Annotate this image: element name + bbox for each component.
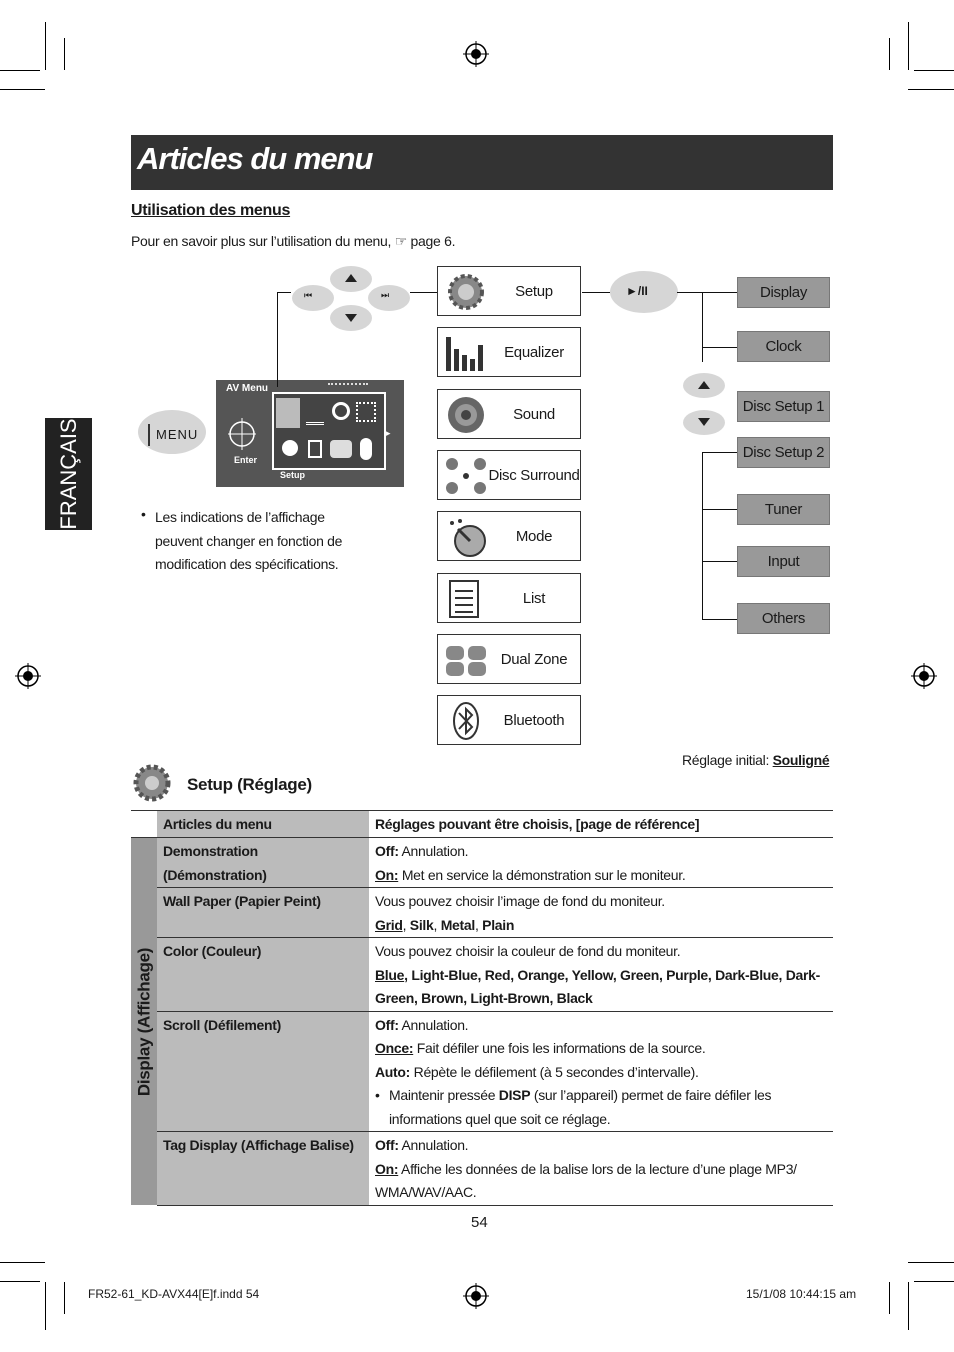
setup-label: Setup xyxy=(280,470,306,480)
option-text: Annulation. xyxy=(401,1137,469,1153)
row-value: Vous pouvez choisir l’image de fond du moniteur. Grid, Silk, Metal, Plain xyxy=(369,888,833,938)
icon-grid xyxy=(272,392,386,470)
table-corner xyxy=(131,811,157,838)
crop-mark xyxy=(914,1281,954,1282)
option-text: Vous pouvez choisir la couleur de fond du moniteur. xyxy=(375,943,681,959)
connector-line xyxy=(677,292,702,293)
triangle-down-icon xyxy=(344,313,358,323)
option-text: Met en service la démonstration sur le moniteur. xyxy=(401,866,686,883)
option-list: , Light-Blue, Red, Orange, Yellow, Green, Purple, Dark-Blue, Dark-Green, Brown, Light-Brown, Black xyxy=(375,966,820,1006)
connector-line xyxy=(702,347,737,348)
menu-item-label: Disc Surround xyxy=(488,466,580,484)
surround-speakers-icon xyxy=(444,456,488,496)
option-key: Auto: xyxy=(375,1063,411,1080)
connector-line xyxy=(702,561,737,562)
connector-line xyxy=(582,292,610,293)
option-key: Silk xyxy=(409,916,434,933)
setup-item-disc-setup-1[interactable]: Disc Setup 1 xyxy=(737,391,830,422)
surround-speakers-icon xyxy=(356,402,376,422)
table-row xyxy=(131,1132,833,1206)
next-icon: ⏭ xyxy=(381,290,390,300)
registration-mark-icon xyxy=(15,663,41,689)
dual-zone-icon xyxy=(444,640,488,680)
option-key: Metal xyxy=(440,916,475,933)
crop-mark xyxy=(889,38,890,70)
row-value xyxy=(369,938,833,1012)
menu-item-equalizer[interactable] xyxy=(437,327,581,377)
row-value xyxy=(369,838,833,888)
option-text: Vous pouvez choisir l’image de fond du moniteur. xyxy=(375,893,665,909)
connector-line xyxy=(702,292,703,362)
crop-mark xyxy=(64,1282,65,1314)
setup-item-others[interactable]: Others xyxy=(737,603,830,634)
triangle-up-icon xyxy=(697,380,711,390)
mode-knob-icon xyxy=(282,440,298,456)
menu-item-label: Sound xyxy=(513,405,555,423)
crop-mark xyxy=(0,89,45,90)
arrow-right-icon: ▸ xyxy=(386,428,391,438)
menu-item-label: Setup xyxy=(515,282,553,300)
option-key: Grid xyxy=(375,916,403,933)
option-key: Off: xyxy=(375,1137,399,1153)
menu-item-dual-zone[interactable] xyxy=(437,634,581,684)
connector-line xyxy=(702,452,737,453)
menu-item-disc-surround[interactable] xyxy=(437,450,581,500)
registration-mark-icon xyxy=(463,1283,489,1309)
speaker-icon xyxy=(332,402,350,420)
setup-item-tuner[interactable]: Tuner xyxy=(737,494,830,525)
section-title: Utilisation des menus xyxy=(131,202,291,219)
setup-item-clock[interactable]: Clock xyxy=(737,331,830,362)
intro-text: Pour en savoir plus sur l’utilisation du menu, ☞ page 6. xyxy=(131,233,456,249)
connector-line xyxy=(702,619,737,620)
menu-button-label: MENU xyxy=(148,424,200,446)
crop-mark xyxy=(64,38,65,70)
menu-item-setup[interactable] xyxy=(437,266,581,316)
option-key: On: xyxy=(375,866,399,883)
table-row xyxy=(131,888,833,938)
table-row xyxy=(131,838,833,888)
footer-file: FR52-61_KD-AVX44[E]f.indd 54 xyxy=(88,1287,260,1301)
initial-setting xyxy=(682,752,829,768)
connector-line xyxy=(702,292,737,293)
header-settings: Réglages pouvant être choisis, [page de référence] xyxy=(369,811,833,838)
crop-mark xyxy=(889,1282,890,1314)
play-pause-label: ►/II xyxy=(626,284,648,298)
connector-line xyxy=(702,509,737,510)
header-item: Articles du menu xyxy=(157,811,369,838)
registration-mark-icon xyxy=(911,663,937,689)
setup-heading: Setup (Réglage) xyxy=(187,775,312,794)
gear-icon xyxy=(131,762,173,804)
bluetooth-icon xyxy=(360,438,372,460)
crop-mark xyxy=(908,1282,909,1330)
connector-line xyxy=(702,452,703,620)
equalizer-icon xyxy=(306,404,324,425)
table-row xyxy=(131,1011,833,1132)
menu-item-label: Dual Zone xyxy=(500,650,568,668)
row-label: Scroll (Défilement) xyxy=(157,1011,369,1132)
note-text: Les indications de l’affichage peuvent changer en fonction de modification des spécifications. xyxy=(155,509,343,572)
crop-mark xyxy=(908,22,909,70)
title-bar xyxy=(131,135,833,190)
setup-item-disc-setup-2[interactable]: Disc Setup 2 xyxy=(737,437,830,468)
connector-line xyxy=(410,292,437,293)
option-key: Blue xyxy=(375,966,405,983)
option-text: Maintenir pressée xyxy=(389,1087,496,1103)
screen-indicator xyxy=(328,383,368,388)
menu-item-bluetooth[interactable] xyxy=(437,695,581,745)
page-title: Articles du menu xyxy=(137,141,373,176)
option-key: Plain xyxy=(482,916,515,933)
menu-item-label: Bluetooth xyxy=(503,711,565,729)
row-label: Wall Paper (Papier Peint) xyxy=(157,888,369,938)
option-key: On: xyxy=(375,1160,399,1177)
gear-icon xyxy=(276,398,300,428)
footer-date: 15/1/08 10:44:15 am xyxy=(746,1287,857,1301)
crop-mark xyxy=(0,1262,45,1263)
settings-table xyxy=(131,810,833,1206)
crop-mark xyxy=(45,22,46,70)
crop-mark xyxy=(45,1282,46,1330)
option-text: Affiche les données de la balise lors de la lecture d’une plage MP3/ WMA/WAV/AAC. xyxy=(375,1160,797,1200)
menu-item-label: Equalizer xyxy=(504,343,564,361)
equalizer-icon xyxy=(444,333,488,373)
option-text: Annulation. xyxy=(401,1016,469,1033)
row-value xyxy=(369,1011,833,1132)
initial-setting-label: Réglage initial: xyxy=(682,752,770,768)
setup-item-input[interactable]: Input xyxy=(737,546,830,577)
table-header-row xyxy=(131,811,833,838)
crop-mark xyxy=(914,70,954,71)
key-name: DISP xyxy=(498,1087,531,1103)
connector-line xyxy=(277,292,291,293)
option-text: Fait défiler une fois les informations de la source. xyxy=(416,1040,706,1056)
option-key: Once: xyxy=(375,1040,414,1056)
triangle-down-icon xyxy=(697,417,711,427)
triangle-up-icon xyxy=(344,273,358,283)
menu-item-sound[interactable] xyxy=(437,389,581,439)
menu-item-label: List xyxy=(522,589,546,607)
connector-line xyxy=(277,292,278,387)
option-key: Off: xyxy=(375,1016,399,1033)
enter-label: Enter xyxy=(234,455,258,465)
enter-joystick-icon xyxy=(228,418,258,452)
registration-mark-icon xyxy=(463,41,489,67)
bluetooth-icon xyxy=(444,701,488,741)
previous-button[interactable] xyxy=(292,285,334,311)
bullet-icon: • xyxy=(375,1087,380,1103)
av-menu-title: AV Menu xyxy=(226,383,269,394)
option-key: Off: xyxy=(375,843,399,859)
page-number: 54 xyxy=(471,1214,488,1231)
table-row xyxy=(131,938,833,1012)
initial-setting-value: Souligné xyxy=(772,752,830,768)
speaker-icon xyxy=(444,395,488,435)
menu-item-mode[interactable] xyxy=(437,511,581,561)
menu-item-label: Mode xyxy=(515,527,553,545)
list-icon xyxy=(444,579,488,619)
row-label: Color (Couleur) xyxy=(157,938,369,1012)
row-value xyxy=(369,1132,833,1206)
crop-mark xyxy=(0,1281,40,1282)
previous-icon: ⏮ xyxy=(304,290,313,300)
crop-mark xyxy=(908,1262,954,1263)
side-label: Display (Affichage) xyxy=(134,947,154,1096)
option-text: Annulation. xyxy=(401,843,469,859)
menu-item-list[interactable] xyxy=(437,573,581,623)
row-label: Demonstration (Démonstration) xyxy=(157,838,369,888)
setup-item-display[interactable]: Display xyxy=(737,277,830,308)
row-label: Tag Display (Affichage Balise) xyxy=(157,1132,369,1206)
mode-knob-icon xyxy=(444,517,488,557)
bullet-icon: • xyxy=(141,506,146,522)
crop-mark xyxy=(908,89,954,90)
language-tab xyxy=(45,418,92,530)
gear-icon xyxy=(444,272,488,312)
av-menu-screen xyxy=(216,380,404,487)
language-label: FRANÇAIS xyxy=(55,418,81,530)
dual-zone-icon xyxy=(330,440,352,458)
side-label-cell xyxy=(131,838,157,1206)
list-icon xyxy=(308,440,322,458)
bullet-note xyxy=(375,1084,827,1131)
option-text: Répète le défilement (à 5 secondes d’intervalle). xyxy=(413,1063,699,1080)
crop-mark xyxy=(0,70,40,71)
option-text: (sur l’appareil) permet de faire défiler les informations quel que soit ce réglage. xyxy=(389,1087,772,1127)
